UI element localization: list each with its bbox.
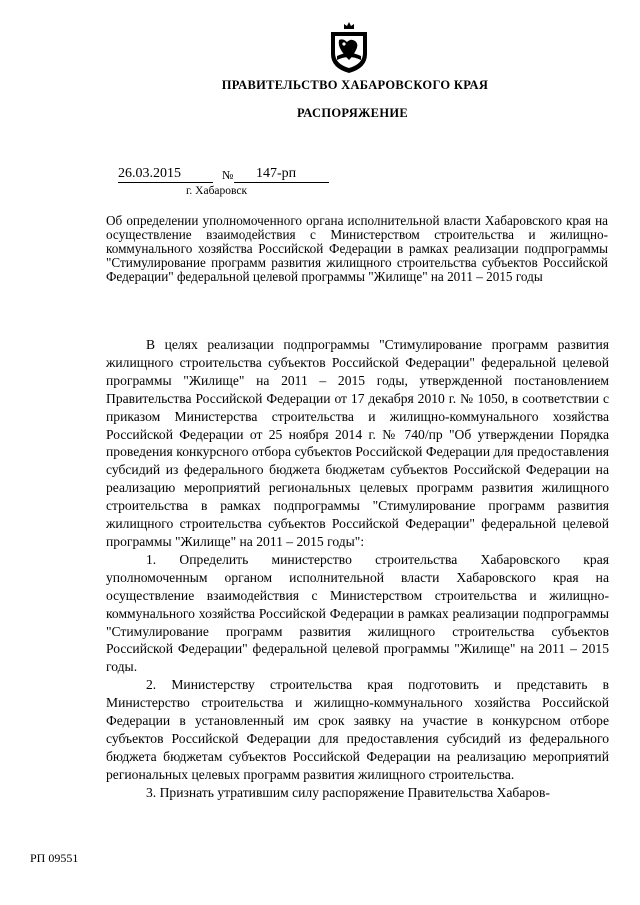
preamble-paragraph: В целях реализации подпрограммы "Стимулирование программ развития жилищного строительства субъектов Российской Федерации" федеральной целевой программы "Жилище" на 2011 – 2015 годы, утвержденной постановлением Правительства Российской Федерации от 17 декабря 2010 г. № 1050, в соответствии с приказом Министерства строительства и жилищно-коммунального хозяйства Российской Федерации от 25 ноября 2014 г. № 740/пр "Об утверждении Порядка проведения конкурсного отбора субъектов Российской Федерации для предоставления субсидий из федерального бюджета бюджетам субъектов Российской Федерации на реализацию мероприятий региональных целевых программ развития жилищного строительства в рамках подпрограммы "Стимулирование программ развития жилищного строительства субъектов Российской Федерации" федеральной целевой программы "Жилище" на 2011 – 2015 годы": xyxy=(106,337,609,549)
item-3-paragraph: 3. Признать утратившим силу распоряжение Правительства Хабаров- xyxy=(146,784,550,800)
footer-code: РП 09551 xyxy=(30,851,79,865)
document-body xyxy=(106,336,609,802)
document-type: РАСПОРЯЖЕНИЕ xyxy=(296,106,409,120)
document-date: 26.03.2015 xyxy=(118,166,213,183)
government-title: ПРАВИТЕЛЬСТВО ХАБАРОВСКОГО КРАЯ xyxy=(221,78,489,92)
coat-of-arms-icon xyxy=(327,20,371,74)
document-number: 147-рп xyxy=(234,166,329,183)
item-1-paragraph: 1. Определить министерство строительства Хабаровского края уполномоченным органом исполнительной власти Хабаровского края на осуществление взаимодействия с Министерством строительства и жилищно-коммунального хозяйства Российской Федерации в рамках реализации подпрограммы "Стимулирование программ развития жилищного строительства субъектов Российской Федерации" федеральной целевой программы "Жилище" на 2011 – 2015 годы. xyxy=(106,551,609,675)
item-2-paragraph: 2. Министерству строительства края подготовить и представить в Министерство строительства и жилищно-коммунального хозяйства Российской Федерации в установленный им срок заявку на участие в конкурсном отборе субъектов Российской Федерации для предоставления субсидий из федерального бюджета бюджетам субъектов Российской Федерации на реализацию мероприятий региональных целевых программ развития жилищного строительства. xyxy=(106,677,609,782)
document-subject: Об определении уполномоченного органа исполнительной власти Хабаровского края на осуществление взаимодействия с Министерством строительства и жилищно-коммунального хозяйства Российской Федерации в рамках реализации подпрограммы "Стимулирование программ развития жилищного строительства субъектов Российской Федерации" федеральной целевой программы "Жилище" на 2011 – 2015 годы xyxy=(106,213,608,284)
number-sign: № xyxy=(222,168,234,182)
document-city: г. Хабаровск xyxy=(186,185,248,197)
